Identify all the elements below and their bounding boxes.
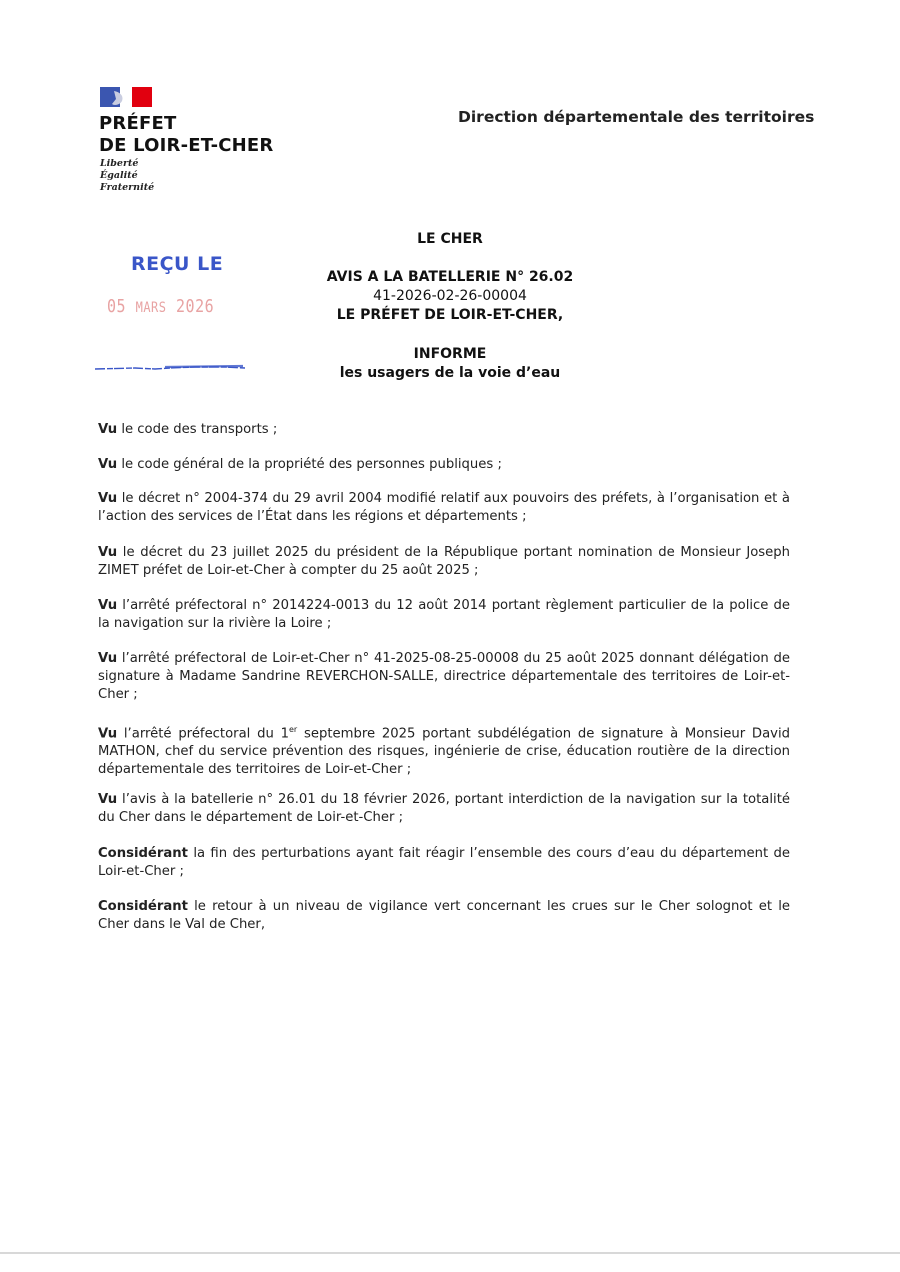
marianne-flag-logo xyxy=(100,87,152,107)
clause-keyword: Vu xyxy=(98,545,118,560)
usagers-line: les usagers de la voie d’eau xyxy=(339,365,561,381)
clause-text: le code des transports ; xyxy=(117,422,278,437)
clause-text: le décret du 23 juillet 2025 du président de la République portant nomination de Monsieur Joseph ZIMET préfet de Loir-et-Cher à compter du 25 août 2025 ; xyxy=(98,545,790,578)
clause-keyword: Considérant xyxy=(98,899,188,914)
clause-10 xyxy=(98,898,790,934)
stamp-month: MARS xyxy=(135,298,167,316)
motto-egalite: Égalité xyxy=(100,170,138,181)
clause-text: l’arrêté préfectoral n° 2014224-0013 du 12 août 2014 portant règlement particulier de la police de la navigation sur la rivière la Loire ; xyxy=(98,598,790,631)
stamp-signature-line xyxy=(95,364,245,372)
clause-keyword: Vu xyxy=(98,457,118,472)
prefet-title xyxy=(99,113,274,157)
clause-text: l’avis à la batellerie n° 26.01 du 18 février 2026, portant interdiction de la navigation sur la totalité du Cher dans le département de Loir-et-Cher ; xyxy=(98,792,790,825)
clause-text: le code général de la propriété des personnes publiques ; xyxy=(117,457,502,472)
river-title: LE CHER xyxy=(417,231,483,247)
clause-5 xyxy=(98,597,790,633)
clause-superscript: er xyxy=(289,725,298,734)
received-stamp-title: REÇU LE xyxy=(131,253,224,275)
clause-keyword: Vu xyxy=(98,422,118,437)
received-stamp-date xyxy=(107,295,214,317)
clause-keyword: Vu xyxy=(98,726,118,742)
avis-reference: 41-2026-02-26-00004 xyxy=(373,288,527,304)
stamp-day: 05 xyxy=(107,295,127,317)
clause-9 xyxy=(98,845,790,881)
avis-block xyxy=(300,268,600,325)
informe-heading: INFORME xyxy=(413,346,487,362)
prefet-declaration: LE PRÉFET DE LOIR-ET-CHER, xyxy=(336,307,564,323)
prefet-line-2: DE LOIR-ET-CHER xyxy=(99,135,274,156)
republic-motto xyxy=(100,158,154,194)
clause-text: le décret n° 2004-374 du 29 avril 2004 modifié relatif aux pouvoirs des préfets, à l’organisation et à l’action des services de l’État dans les régions et départements ; xyxy=(98,491,790,524)
clause-text-continued: septembre 2025 portant subdélégation de signature à Monsieur David MATHON, chef du service prévention des risques, ingénierie de crise, éducation routière de la direction départementale des territoires de Loir-et-Cher ; xyxy=(98,726,790,778)
clause-keyword: Considérant xyxy=(98,846,188,861)
clause-7 xyxy=(98,721,790,779)
page-bottom-edge xyxy=(0,1252,900,1254)
clause-text: l’arrêté préfectoral du 1 xyxy=(117,726,289,742)
stamp-year: 2026 xyxy=(176,295,215,317)
clause-8 xyxy=(98,791,790,827)
direction-heading: Direction départementale des territoires xyxy=(458,108,815,126)
informe-block xyxy=(300,345,600,383)
clause-keyword: Vu xyxy=(98,651,118,666)
clause-4 xyxy=(98,544,790,580)
clause-keyword: Vu xyxy=(98,491,118,506)
clause-text: la fin des perturbations ayant fait réagir l’ensemble des cours d’eau du département de Loir-et-Cher ; xyxy=(98,846,790,879)
motto-liberte: Liberté xyxy=(100,158,139,169)
clause-keyword: Vu xyxy=(98,792,118,807)
clause-1 xyxy=(98,421,790,439)
motto-fraternite: Fraternité xyxy=(100,182,155,193)
prefet-line-1: PRÉFET xyxy=(99,113,177,134)
clause-2 xyxy=(98,456,790,474)
clause-text: l’arrêté préfectoral de Loir-et-Cher n° 41-2025-08-25-00008 du 25 août 2025 donnant délégation de signature à Madame Sandrine REVERCHON-SALLE, directrice départementale des territoires de Loir-et-Cher ; xyxy=(98,651,790,702)
clause-3 xyxy=(98,490,790,526)
avis-number: AVIS A LA BATELLERIE N° 26.02 xyxy=(326,269,574,285)
clause-6 xyxy=(98,650,790,704)
clause-keyword: Vu xyxy=(98,598,118,613)
clause-text: le retour à un niveau de vigilance vert concernant les crues sur le Cher solognot et le Cher dans le Val de Cher, xyxy=(98,899,790,932)
